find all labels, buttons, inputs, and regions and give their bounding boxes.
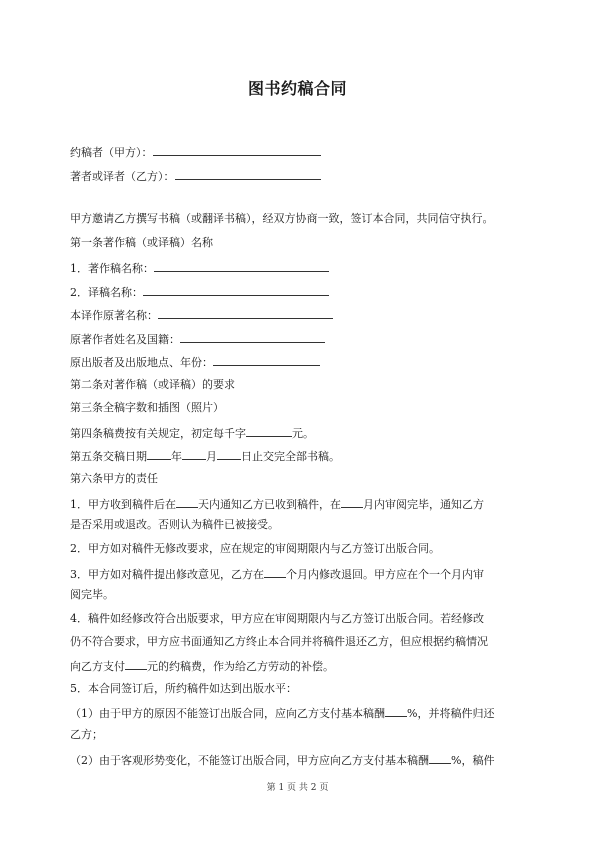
article-6-clause-1 xyxy=(70,496,484,512)
party-b-label: 著者或译者（乙方）： xyxy=(70,170,175,183)
article-6-clause-5-1-cont: 乙方； xyxy=(70,728,103,741)
article-6-clause-4-cont2 xyxy=(70,658,334,674)
percent-blank xyxy=(385,705,407,717)
clause-text: （2）由于客观形势变化，不能签订出版合同，甲方应向乙方支付基本稿酬 xyxy=(70,754,429,767)
months-blank xyxy=(264,566,286,578)
article-1-title: 第一条著作稿（或译稿）名称 xyxy=(70,236,213,249)
article-4-unit: 元。 xyxy=(292,427,314,440)
article-6-title: 第六条甲方的责任 xyxy=(70,472,158,485)
article-6-clause-2: 2．甲方如对稿件无修改要求，应在规定的审阅期限内与乙方签订出版合同。 xyxy=(70,542,440,555)
article-6-clause-5: 5．本合同签订后，所约稿件如达到出版水平： xyxy=(70,682,297,695)
item-label: 2．译稿名称： xyxy=(70,286,143,299)
party-a-blank xyxy=(153,144,321,156)
item-blank xyxy=(158,307,333,319)
article-6-clause-4: 4．稿件如经修改符合出版要求，甲方应在审阅期限内与乙方签订出版合同。若经修改 xyxy=(70,612,484,625)
article-5-line xyxy=(70,448,340,464)
month-label: 月 xyxy=(206,450,217,463)
article-1-item-3 xyxy=(70,307,333,323)
clause-text: 向乙方支付 xyxy=(70,660,125,673)
intro-text: 甲方邀请乙方撰写书稿（或翻译书稿），经双方协商一致，签订本合同，共同信守执行。 xyxy=(70,212,494,225)
clause-text: （1）由于甲方的原因不能签订出版合同，应向乙方支付基本稿酬 xyxy=(70,707,385,720)
article-2-title: 第二条对著作稿（或译稿）的要求 xyxy=(70,378,235,391)
article-6-clause-3 xyxy=(70,566,484,582)
item-label: 原出版者及出版地点、年份： xyxy=(70,356,213,369)
clause-text: %，并将稿件归还 xyxy=(407,707,495,720)
document-title: 图书约稿合同 xyxy=(247,79,347,98)
clause-text: 个月内修改退回。甲方应在个一个月内审 xyxy=(286,568,484,581)
item-blank xyxy=(213,354,320,366)
party-b-line xyxy=(70,168,321,184)
party-a-label: 约稿者（甲方）： xyxy=(70,146,153,159)
item-blank xyxy=(180,331,325,343)
days-blank xyxy=(176,496,198,508)
article-3-title: 第三条全稿字数和插图（照片） xyxy=(70,401,224,414)
item-blank xyxy=(143,284,329,296)
year-label: 年 xyxy=(171,450,182,463)
item-blank xyxy=(154,260,329,272)
item-label: 1．著作稿名称： xyxy=(70,262,154,275)
fee-blank xyxy=(246,425,292,437)
article-4-line xyxy=(70,425,314,441)
party-b-blank xyxy=(175,168,321,180)
article-6-clause-3-cont: 阅完毕。 xyxy=(70,588,114,601)
clause-text: %，稿件 xyxy=(451,754,495,767)
percent-blank xyxy=(429,752,451,764)
article-4-text: 第四条稿费按有关规定，初定每千字 xyxy=(70,427,246,440)
clause-text: 天内通知乙方已收到稿件，在 xyxy=(198,498,341,511)
party-a-line xyxy=(70,144,321,160)
article-1-item-2 xyxy=(70,284,329,300)
article-5-text: 第五条交稿日期 xyxy=(70,450,147,463)
day-blank xyxy=(217,448,241,460)
months-blank xyxy=(341,496,363,508)
clause-text: 3．甲方如对稿件提出修改意见，乙方在 xyxy=(70,568,264,581)
article-6-clause-5-1 xyxy=(70,705,494,721)
article-5-end: 日止交完全部书稿。 xyxy=(241,450,340,463)
article-1-item-1 xyxy=(70,260,329,276)
fee-blank xyxy=(125,658,147,670)
article-6-clause-1-cont: 是否采用或退改。否则认为稿件已被接受。 xyxy=(70,518,279,531)
clause-text: 1．甲方收到稿件后在 xyxy=(70,498,176,511)
page-number: 第 1 页 共 2 页 xyxy=(266,783,329,793)
year-blank xyxy=(147,448,171,460)
article-6-clause-4-cont: 仍不符合要求，甲方应书面通知乙方终止本合同并将稿件退还乙方，但应根据约稿情况 xyxy=(70,635,488,648)
article-1-item-5 xyxy=(70,354,320,370)
item-label: 本译作原著名称： xyxy=(70,309,158,322)
month-blank xyxy=(182,448,206,460)
item-label: 原著作者姓名及国籍： xyxy=(70,333,180,346)
article-6-clause-5-2 xyxy=(70,752,494,768)
clause-text: 月内审阅完毕，通知乙方 xyxy=(363,498,484,511)
clause-text: 元的约稿费，作为给乙方劳动的补偿。 xyxy=(147,660,334,673)
article-1-item-4 xyxy=(70,331,325,347)
